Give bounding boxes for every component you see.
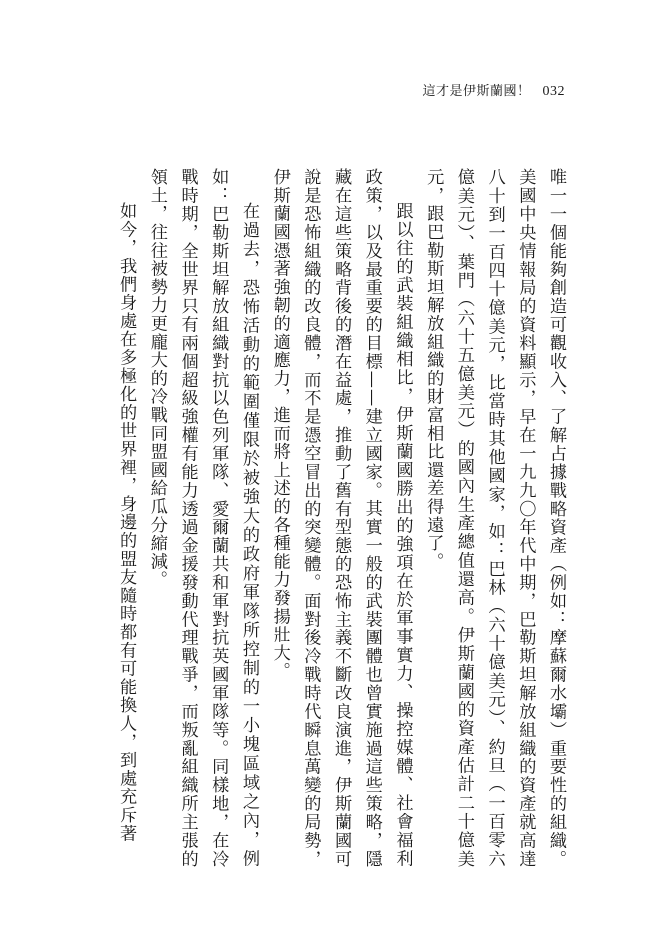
running-title: 這才是伊斯蘭國！	[422, 84, 531, 99]
paragraph: 如今，我們身處在多極化的世界裡，身邊的盟友隨時都有可能換人，到處充斥著	[116, 202, 137, 843]
paragraph: 跟以往的武裝組織相比，伊斯蘭國勝出的強項在於軍事實力、操控媒體、社會福利政策，以及最重要的目標——建立國家。其實一般的武裝團體也曾實施過這些策略，隱藏在這些策略背後的潛在益處，推動了舊有型態的恐怖主義不斷改良演進，伊斯蘭國可說是恐怖組織的改良體，而不是憑空冒出的突變體。面對後冷戰時代瞬息萬變的局勢，伊斯蘭國憑著強韌的適應力，進而將上述的各種能力發揚壯大。	[269, 168, 413, 868]
page-number: 032	[542, 84, 565, 99]
running-header	[422, 80, 565, 100]
paragraph: 在過去，恐怖活動的範圍僅限於被強大的政府軍隊所控制的一小塊區域之內，例如：巴勒斯坦解放組織對抗以色列軍隊、愛爾蘭共和軍對抗英國軍隊等。同樣地，在冷戰時期，全世界只有兩個超級強權有能力透過金援發動代理戰爭，而叛亂組織所主張的領土，往往被勢力更龐大的冷戰同盟國給瓜分縮減。	[146, 168, 259, 868]
paragraph-continuation: 唯一一個能夠創造可觀收入、了解占據戰略資產（例如：摩蘇爾水壩）重要性的組織。美國中央情報局的資料顯示，早在一九九〇年代中期，巴勒斯坦解放組織的資產就高達八十到一百四十億美元，比當時其他國家，如：巴林（六十億美元）、約旦（一百零六億美元）、葉門（六十五億美元）的國內生產總值還高。伊斯蘭國的資產估計二十億美元，跟巴勒斯坦解放組織的財富相比還差得遠了。	[423, 168, 566, 868]
vertical-body-text	[116, 168, 571, 868]
